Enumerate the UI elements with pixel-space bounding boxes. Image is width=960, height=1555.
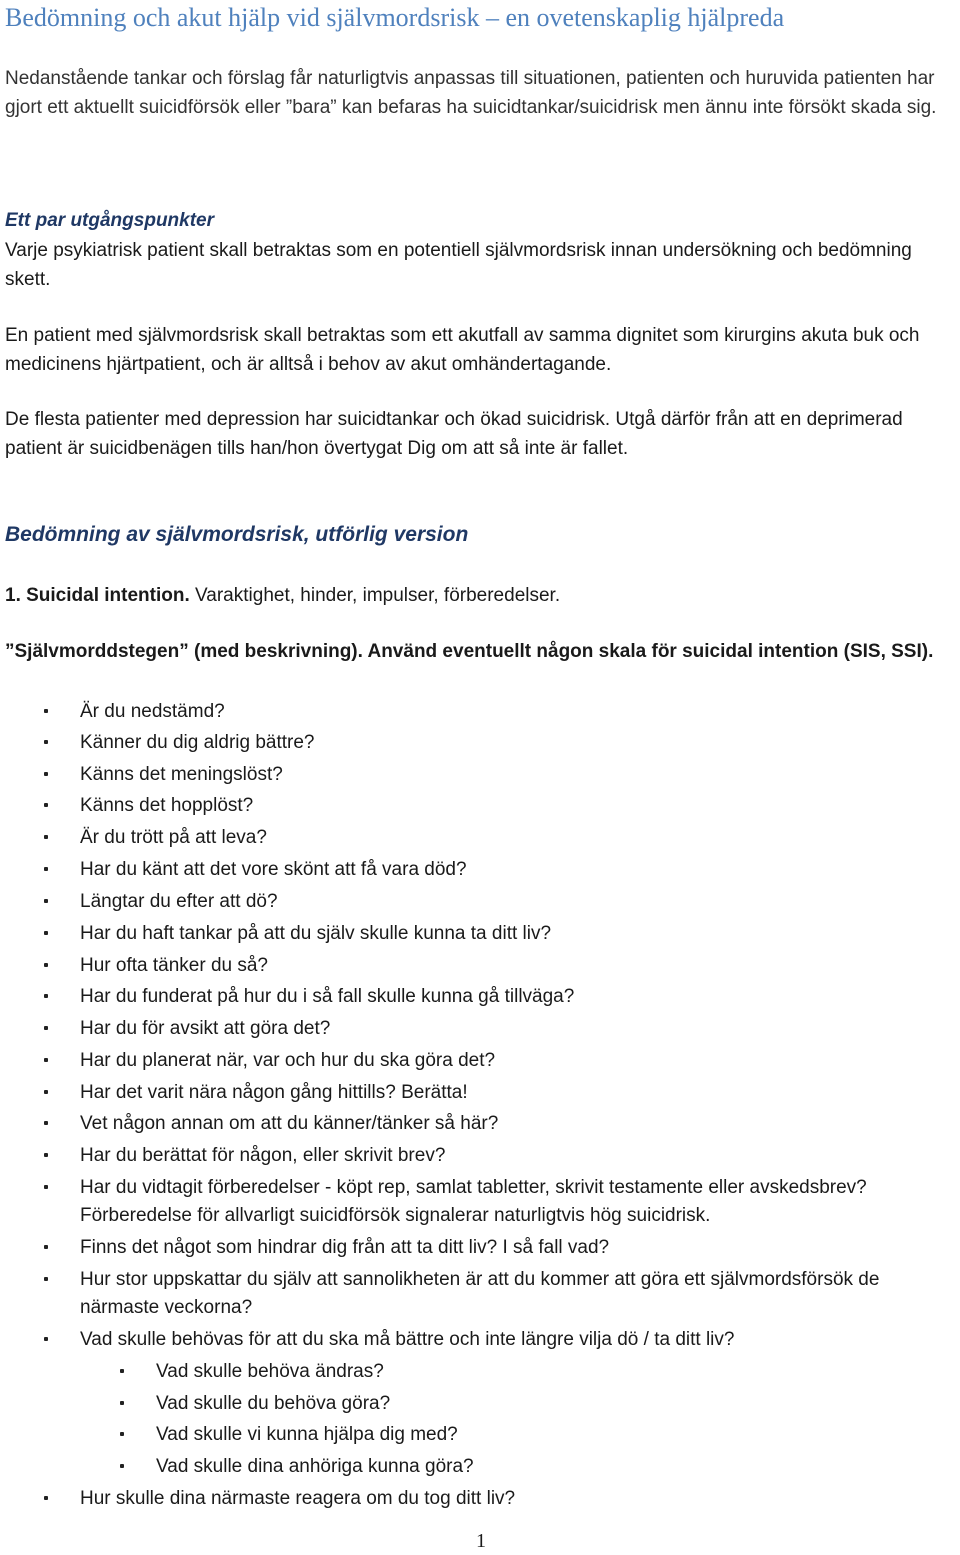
- bullet-icon: [44, 1277, 48, 1281]
- suicide-ladder-note: ”Självmorddstegen” (med beskrivning). Använd eventuellt någon skala för suicidal intention (SIS, SSI).: [5, 641, 934, 662]
- bullet-icon: [120, 1464, 124, 1468]
- bullet-icon: [44, 931, 48, 935]
- list-item: Har du planerat när, var och hur du ska göra det?: [80, 1047, 495, 1075]
- list-item: Har du för avsikt att göra det?: [80, 1015, 330, 1043]
- list-item: Känns det meningslöst?: [80, 761, 283, 789]
- bullet-icon: [44, 772, 48, 776]
- bullet-icon: [44, 740, 48, 744]
- sub-list-item: Vad skulle behöva ändras?: [156, 1358, 384, 1386]
- list-item: Har du vidtagit förberedelser - köpt rep, samlat tabletter, skrivit testamente eller avskedsbrev? Förberedelse för allvarligt suicidförsök signalerar naturligtvis hög suicidrisk.: [80, 1174, 960, 1230]
- bullet-icon: [120, 1369, 124, 1373]
- bullet-icon: [120, 1432, 124, 1436]
- bullet-icon: [44, 963, 48, 967]
- document-title: Bedömning och akut hjälp vid självmordsrisk – en ovetenskaplig hjälpreda: [5, 3, 785, 32]
- section-heading-assessment: Bedömning av självmordsrisk, utförlig version: [5, 523, 469, 546]
- list-item: Känner du dig aldrig bättre?: [80, 729, 315, 757]
- bullet-icon: [44, 1153, 48, 1157]
- section-heading-starting-points: Ett par utgångspunkter: [5, 210, 215, 231]
- intro-paragraph: Nedanstående tankar och förslag får naturligtvis anpassas till situationen, patienten och huruvida patienten har gjort ett aktuellt suicidförsök eller ”bara” kan befaras ha suicidtankar/suicidrisk men ännu inte försökt skada sig.: [5, 68, 937, 118]
- list-item: Hur stor uppskattar du själv att sannolikheten är att du kommer att göra ett självmordsförsök de närmaste veckorna?: [80, 1266, 960, 1322]
- page-number: 1: [476, 1530, 486, 1552]
- bullet-icon: [44, 1121, 48, 1125]
- list-item: Känns det hopplöst?: [80, 792, 253, 820]
- bullet-icon: [44, 1090, 48, 1094]
- bullet-icon: [44, 1185, 48, 1189]
- list-item: Vet någon annan om att du känner/tänker så här?: [80, 1110, 498, 1138]
- item-suicidal-intention-label: 1. Suicidal intention.: [5, 585, 190, 606]
- sub-list-item: Vad skulle dina anhöriga kunna göra?: [156, 1453, 474, 1481]
- list-item: Finns det något som hindrar dig från att ta ditt liv? I så fall vad?: [80, 1234, 609, 1262]
- bullet-icon: [120, 1401, 124, 1405]
- paragraph-acute-case: En patient med självmordsrisk skall betraktas som ett akutfall av samma dignitet som kirurgins akuta buk och medicinens hjärtpatient, och är alltså i behov av akut omhändertagande.: [5, 325, 920, 375]
- bullet-icon: [44, 803, 48, 807]
- list-item: Vad skulle behövas för att du ska må bättre och inte längre vilja dö / ta ditt liv?: [80, 1326, 734, 1354]
- list-item: Är du nedstämd?: [80, 698, 225, 726]
- list-item: Har du känt att det vore skönt att få vara död?: [80, 856, 467, 884]
- bullet-icon: [44, 709, 48, 713]
- list-item: Hur ofta tänker du så?: [80, 952, 268, 980]
- bullet-icon: [44, 867, 48, 871]
- bullet-icon: [44, 994, 48, 998]
- item-suicidal-intention: [5, 581, 955, 610]
- list-item: Längtar du efter att dö?: [80, 888, 278, 916]
- sub-list-item: Vad skulle du behöva göra?: [156, 1390, 390, 1418]
- sub-list-item: Vad skulle vi kunna hjälpa dig med?: [156, 1421, 458, 1449]
- list-item: Hur skulle dina närmaste reagera om du tog ditt liv?: [80, 1485, 515, 1513]
- list-item: Har du berättat för någon, eller skrivit brev?: [80, 1142, 445, 1170]
- bullet-icon: [44, 835, 48, 839]
- item-suicidal-intention-text: Varaktighet, hinder, impulser, förberedelser.: [189, 585, 561, 606]
- bullet-icon: [44, 1337, 48, 1341]
- paragraph-psychiatric-patient: Varje psykiatrisk patient skall betraktas som en potentiell självmordsrisk innan undersökning och bedömning skett.: [5, 240, 912, 290]
- list-item: Är du trött på att leva?: [80, 824, 267, 852]
- list-item: Har du haft tankar på att du själv skulle kunna ta ditt liv?: [80, 920, 551, 948]
- bullet-icon: [44, 1245, 48, 1249]
- bullet-icon: [44, 1026, 48, 1030]
- paragraph-depression: De flesta patienter med depression har suicidtankar och ökad suicidrisk. Utgå därför från att en deprimerad patient är suicidbenägen tills han/hon övertygat Dig om att så inte är fallet.: [5, 409, 903, 459]
- list-item: Har det varit nära någon gång hittills? Berätta!: [80, 1079, 468, 1107]
- bullet-icon: [44, 1496, 48, 1500]
- list-item: Har du funderat på hur du i så fall skulle kunna gå tillväga?: [80, 983, 574, 1011]
- bullet-icon: [44, 1058, 48, 1062]
- bullet-icon: [44, 899, 48, 903]
